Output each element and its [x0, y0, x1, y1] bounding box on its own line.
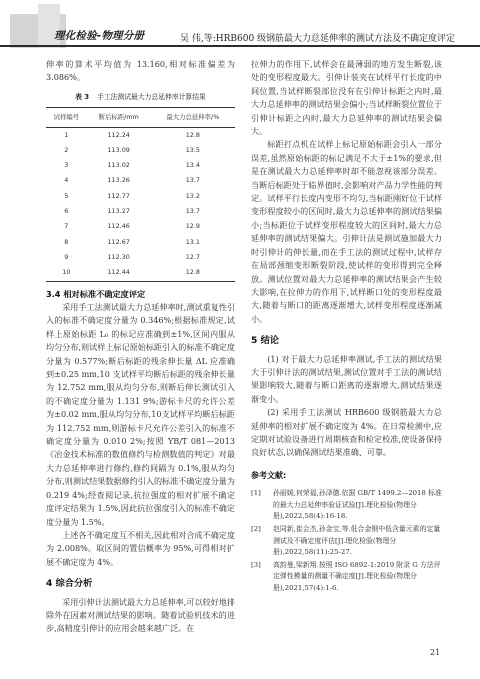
- table-row: [46, 174, 235, 189]
- cell: 13.2: [185, 191, 200, 200]
- cell: 113.27: [107, 207, 130, 216]
- header-divider: [0, 45, 480, 47]
- references-list: [251, 488, 442, 594]
- table-header-row: [46, 108, 235, 127]
- reference-item: [251, 488, 442, 523]
- section-heading: 4 综合分析: [46, 578, 93, 590]
- cell: 13.7: [185, 176, 200, 185]
- table-row: [46, 265, 235, 281]
- uncertainty-paragraph: 采用手工法测试最大力总延伸率时,测试重复性引入的标准不确定度分量为 0.346%;根据标准规定,试样上原始标距 L₀ 的标记应准确到±1%,区间内服从均匀分布,则试样上标记原始标距引入的标准不确定度分量为 0.577%;断后标距的残余伸长量 ΔL 应准确到±0.25 mm,10 支试样平均断后标距的残余伸长量为 12.752 mm,服从均匀分布,则断后伸长测试引入的不确定度分量为 1.131 9%;游标卡尺的允许公差为±0.02 mm,服从均匀分布,10支试样平均断后标距为 112.752 mm,则游标卡尺允许公差引入的标准不确定度分量为 0.010 2%;按照 YB/T 081—2013《冶金技术标准的数值修约与检测数值的判定》对最大力总延伸率进行修约,修约间隔为 0.1%,服从均匀分布,则测试结果数据修约引入的标准不确定度分量为 0.219 4%;经查阅记录,抗拉强度的相对扩展不确定度评定结果为 1.5%,因此抗拉强度引入的标准不确定度分量为 1.5%。: [46, 302, 235, 527]
- cell: 1: [64, 130, 69, 139]
- journal-name: 理化检验-物理分册: [54, 30, 145, 42]
- table-row: [46, 235, 235, 250]
- conclusion-1: (1) 对于最大力总延伸率测试,手工法的测试结果大于引伸计法的测试结果,测试位置对手工法的测试结果影响较大,随着与断口距离的逐渐增大,测试结果逐渐变小。: [251, 353, 442, 404]
- cell: 9: [64, 252, 69, 261]
- reference-text: 孙丽媛,何荣福,孙泽德.依据 GB/T 1499.2—2018 标准的最大力总延伸率验证试验[J].理化检验(物理分册),2022,58(4):16-18.: [273, 489, 442, 521]
- cell: 113.26: [107, 176, 130, 185]
- cell: 13.1: [185, 237, 200, 246]
- col-header-gauge: 断后标距/mm: [87, 108, 151, 127]
- cell: 112.67: [107, 237, 130, 246]
- cell: 10: [46, 265, 87, 281]
- page-number: 21: [430, 648, 441, 657]
- cell: 112.24: [107, 130, 130, 139]
- reference-number: [2]: [251, 524, 261, 533]
- table-row: [46, 189, 235, 204]
- cell: 12.8: [151, 265, 235, 281]
- cell: 112.30: [107, 252, 130, 261]
- combined-uncertainty-paragraph: 上述各不确定度互不相关,因此相对合成不确定度为 2.008%。取区间的置信概率为 95%,可得相对扩展不确定度为 4%。: [46, 529, 235, 567]
- cell: 112.46: [107, 222, 130, 231]
- cell: 2: [64, 145, 69, 154]
- gauge-mark-paragraph: 标距打点机在试样上标记原始标距会引入一部分误差,虽然原始标距的标记满足不大于±1%的要求,但是在测试最大力总延伸率时却不能忽视该部分误差。当断后标距处于临界值时,会影响对产品力学性能的判定。试样平行长度内变形不均匀,当标距刚好位于试样变形程度较小的区间时,最大力总延伸率的测试结果偏小;当标距位于试样变形程度较大的区间时,最大力总延伸率的测试结果偏大。引伸计法是测试施加最大力时引伸计的伸长量,而在手工法的测试过程中,试样存在局部颈缩变形断裂阶段,使试样的变形得到完全释放。测试位置对最大力总延伸率的测试结果会产生较大影响,在拉伸力的作用下,试样断口处的变形程度最大,随着与断口的距离逐渐增大,试样变形程度逐渐减小。: [251, 139, 442, 324]
- subsection-heading: 3.4 相对标准不确定度评定: [46, 288, 146, 299]
- cell: 13.4: [185, 161, 200, 170]
- cell: 12.9: [185, 222, 200, 231]
- cell: 8: [64, 237, 69, 246]
- table-row: [46, 219, 235, 234]
- analysis-paragraph-cont: 拉伸力的作用下,试样会在最薄弱的地方发生断裂,该处的变形程度最大。引伸计装夹在试样平行长度的中间位置,当试样断裂部位没有在引伸计标距之内时,最大力总延伸率的测试结果会偏小;当试样断裂位置位于引伸计标距之内时,最大力总延伸率的测试结果会偏大。: [251, 59, 442, 137]
- cell: 3: [64, 161, 69, 170]
- left-column: [46, 58, 235, 636]
- table-caption: [46, 91, 235, 104]
- reference-item: [251, 560, 442, 595]
- col-header-sample: 试样编号: [46, 108, 87, 127]
- running-header-title: 吴 伟,等:HRB600 级钢筋最大力总延伸率的测试方法及不确定度评定: [180, 34, 456, 44]
- right-column: [251, 58, 442, 596]
- cell: 4: [64, 176, 69, 185]
- cell: 12.8: [185, 130, 200, 139]
- results-table: [46, 107, 235, 281]
- cell: 113.09: [107, 145, 130, 154]
- conclusion-2: (2) 采用手工法测试 HRB600 级钢筋最大力总延伸率的相对扩展不确定度为 4%。在日常检测中,应定期对试验设备进行周期核查和检定校准,使设备保持良好状态,以确保测试结果准确、可靠。: [251, 407, 442, 458]
- reference-item: [251, 524, 442, 559]
- section-heading: 5 结论: [251, 335, 279, 347]
- analysis-paragraph: 采用引伸计法测试最大力总延伸率,可以较好地排除外在因素对测试结果的影响。随着试验机技术的进步,高精度引伸计的应用会越来越广泛。在: [46, 596, 235, 634]
- cell: 5: [64, 191, 69, 200]
- cell: 112.44: [87, 265, 151, 281]
- table-row: [46, 204, 235, 219]
- reference-text: 赵同新,崔会杰,孙金宝,等.低合金钢中低含量元素的定量测试及不确定度评估[J].理化检验(物理分册),2022,58(11):25-27.: [273, 524, 441, 557]
- cell: 113.02: [107, 161, 130, 170]
- reference-number: [3]: [251, 560, 261, 569]
- cell: 13.7: [185, 207, 200, 216]
- col-header-elongation: 最大力总延伸率/%: [151, 108, 235, 127]
- references-heading: 参考文献:: [251, 470, 287, 480]
- table-number: 表 3: [75, 92, 90, 101]
- table-row: [46, 143, 235, 158]
- reference-text: 高韵曼,梁新翔.按照 ISO 6892-1:2019 附录 G 方法评定弹性模量的测量不确定度[J].理化检验(物理分册),2021,57(4):1-6.: [273, 560, 441, 592]
- intro-paragraph: 伸率的算术平均值为 13.160,相对标准偏差为 3.086%。: [46, 59, 235, 83]
- cell: 112.77: [107, 191, 130, 200]
- reference-number: [1]: [251, 489, 261, 498]
- table-row: [46, 250, 235, 265]
- cell: 12.7: [185, 252, 200, 261]
- cell: 13.5: [185, 145, 200, 154]
- table-row: [46, 158, 235, 173]
- cell: 7: [64, 222, 69, 231]
- table-title: 手工法测试最大力总延伸率计算结果: [97, 92, 206, 101]
- table-row: [46, 127, 235, 143]
- cell: 6: [64, 207, 69, 216]
